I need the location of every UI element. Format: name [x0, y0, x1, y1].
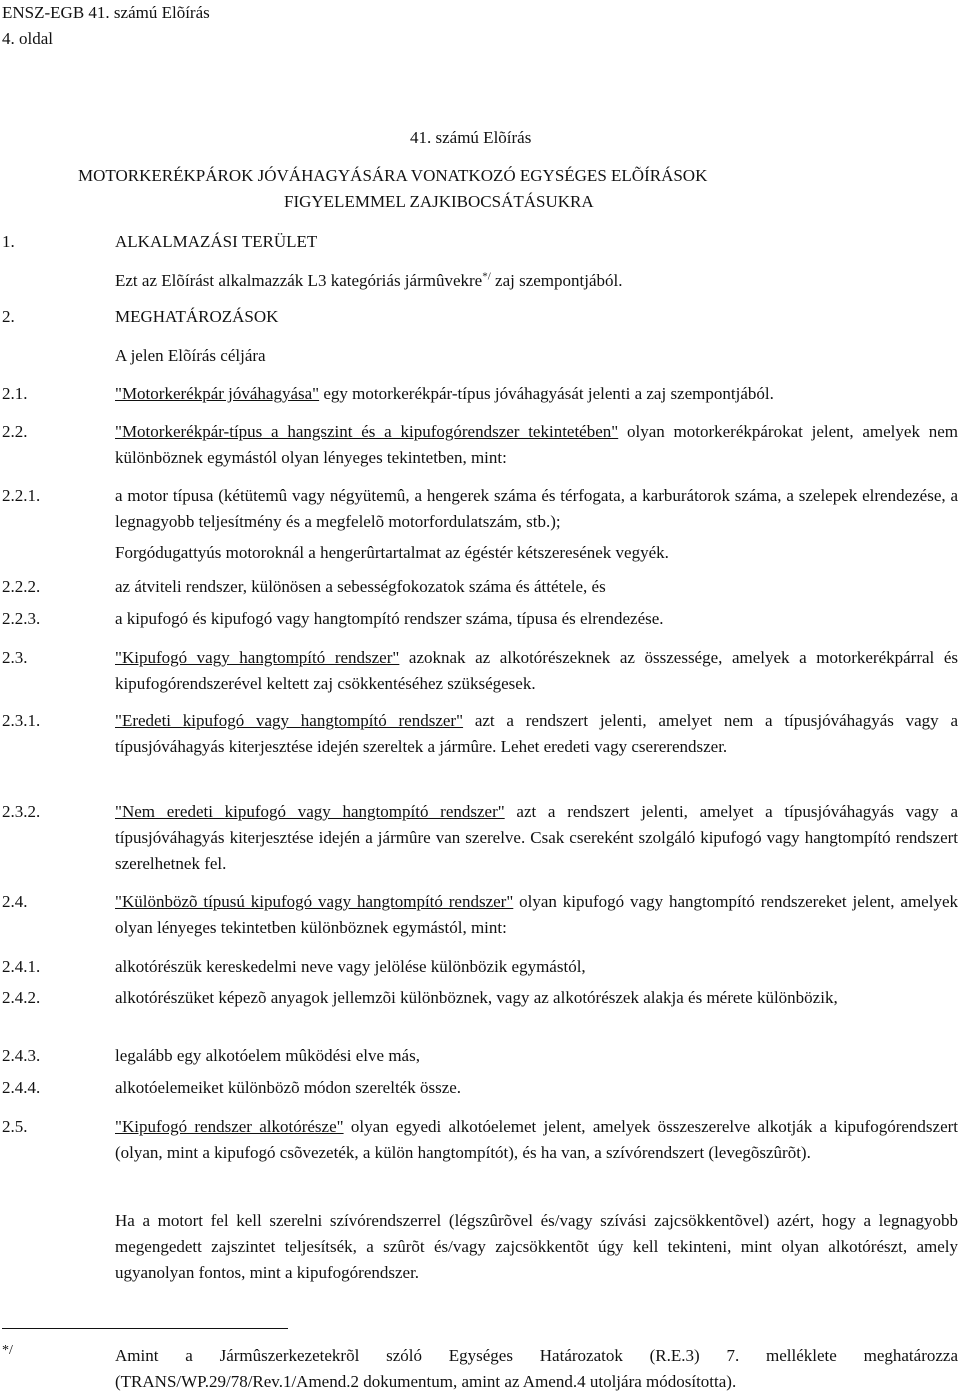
para-2-1-text: "Motorkerékpár jóváhagyása" egy motorkerékpár-típus jóváhagyását jelenti a zaj szempontjából.	[115, 384, 774, 403]
document-title-line-2: FIGYELEMMEL ZAJKIBOCSÁTÁSUKRA	[284, 192, 594, 211]
para-2-3-number: 2.3.	[2, 648, 28, 667]
header-line-2: 4. oldal	[2, 29, 53, 48]
para-2-4-number: 2.4.	[2, 892, 28, 911]
para-2-2-number: 2.2.	[2, 422, 28, 441]
para-2-2-1-note: Forgódugattyús motoroknál a hengerûrtartalmat az égéstér kétszeresének vegyék.	[115, 543, 669, 562]
header-line-1: ENSZ-EGB 41. számú Elõírás	[2, 3, 210, 22]
para-2-3-1-text: "Eredeti kipufogó vagy hangtompító rendszer" azt a rendszert jelenti, amelyet nem a típusjóváhagyás vagy a típusjóváhagyás kiterjesztése idején szereltek a jármûre. Lehet eredeti vagy csererendszer.	[115, 711, 959, 756]
para-2-4-1-text: alkotórészük kereskedelmi neve vagy jelölése különbözik egymástól,	[115, 957, 586, 976]
section-1-title: ALKALMAZÁSI TERÜLET	[115, 232, 318, 251]
para-2-4-2-number: 2.4.2.	[2, 988, 41, 1007]
para-2-2-1-number: 2.2.1.	[2, 486, 41, 505]
para-2-2-3-number: 2.2.3.	[2, 609, 41, 628]
para-2-1-number: 2.1.	[2, 384, 28, 403]
para-2-5-note: Ha a motort fel kell szerelni szívórendszerrel (légszûrõvel és/vagy szívási zajcsökkentõvel) azért, hogy a legnagyobb megengedett zajszintet teljesítsék, a szûrõt és/vagy zajcsökkentõt úgy kell tekinteni, mint olyan alkotórészt, amely ugyanolyan fontos, mint a kipufogórendszer.	[115, 1211, 958, 1282]
footnote-ref: */	[482, 270, 491, 283]
section-2-number: 2.	[2, 307, 15, 326]
footnote-text: Amint a Jármûszerkezetekrõl szóló Egységes Határozatok (R.E.3) 7. melléklete meghatározza (TRANS/WP.29/78/Rev.1/Amend.2 dokumentum, amint az Amend.4 utoljára módosította).	[115, 1346, 958, 1391]
para-2-2-3-text: a kipufogó és kipufogó vagy hangtompító rendszer száma, típusa és elrendezése.	[115, 609, 664, 628]
para-2-4-4-text: alkotóelemeiket különbözõ módon szerelték össze.	[115, 1078, 462, 1097]
para-2-2-text: "Motorkerékpár-típus a hangszint és a kipufogórendszer tekintetében" olyan motorkerékpárokat jelent, amelyek nem különböznek egymástól olyan lényeges tekintetben, mint:	[115, 422, 958, 467]
para-2-2-2-text: az átviteli rendszer, különösen a sebességfokozatok száma és áttétele, és	[115, 577, 606, 596]
para-2-2-1-text: a motor típusa (kétütemû vagy négyütemû, a hengerek száma és térfogata, a karburátorok száma, a szelepek elrendezése, a legnagyobb teljesítmény és a megfelelõ motorfordulatszám, stb.);	[115, 486, 958, 531]
section-1-text: Ezt az Elõírást alkalmazzák L3 kategóriás jármûvekre*/ zaj szempontjából.	[115, 270, 623, 290]
footnote-divider	[2, 1328, 288, 1329]
para-2-4-3-number: 2.4.3.	[2, 1046, 41, 1065]
para-2-3-2-number: 2.3.2.	[2, 802, 41, 821]
para-2-3-2-text: "Nem eredeti kipufogó vagy hangtompító rendszer" azt a rendszert jelenti, amelyet a típusjóváhagyás vagy a típusjóváhagyás kiterjesztése idején a jármûre van szerelve. Csak csereként szolgáló kipufogó vagy hangtompító rendszert szerelhetnek fel.	[115, 802, 958, 873]
section-1-number: 1.	[2, 232, 15, 251]
section-2-title: MEGHATÁROZÁSOK	[115, 307, 279, 326]
para-2-4-4-number: 2.4.4.	[2, 1078, 41, 1097]
para-2-5-text: "Kipufogó rendszer alkotórésze" olyan egyedi alkotóelemet jelent, amelyek összeszerelve alkotják a kipufogórendszert (olyan, mint a kipufogó csõvezeték, a külön hangtompítót), és ha van, a szívórendszert (levegõszûrõt).	[115, 1117, 958, 1162]
para-2-2-2-number: 2.2.2.	[2, 577, 41, 596]
footnote-mark: */	[2, 1343, 13, 1358]
para-2-4-2-text: alkotórészüket képezõ anyagok jellemzõi különböznek, vagy az alkotórészek alakja és mérete különbözik,	[115, 988, 838, 1007]
para-2-3-text: "Kipufogó vagy hangtompító rendszer" azoknak az alkotórészeknek az összessége, amelyek a motorkerékpárral és kipufogórendszerével keltett zaj csökkentéséhez szükségesek.	[115, 648, 958, 693]
section-2-intro: A jelen Elõírás céljára	[115, 346, 266, 365]
document-title-line-1: MOTORKERÉKPÁROK JÓVÁHAGYÁSÁRA VONATKOZÓ EGYSÉGES ELÕÍRÁSOK	[78, 166, 708, 185]
para-2-4-1-number: 2.4.1.	[2, 957, 41, 976]
regulation-number: 41. számú Elõírás	[410, 128, 532, 147]
para-2-4-3-text: legalább egy alkotóelem mûködési elve más,	[115, 1046, 420, 1065]
para-2-5-number: 2.5.	[2, 1117, 28, 1136]
para-2-3-1-number: 2.3.1.	[2, 711, 41, 730]
para-2-4-text: "Különbözõ típusú kipufogó vagy hangtompító rendszer" olyan kipufogó vagy hangtompító rendszereket jelent, amelyek olyan lényeges tekintetben különböznek egymástól, mint:	[115, 892, 958, 937]
